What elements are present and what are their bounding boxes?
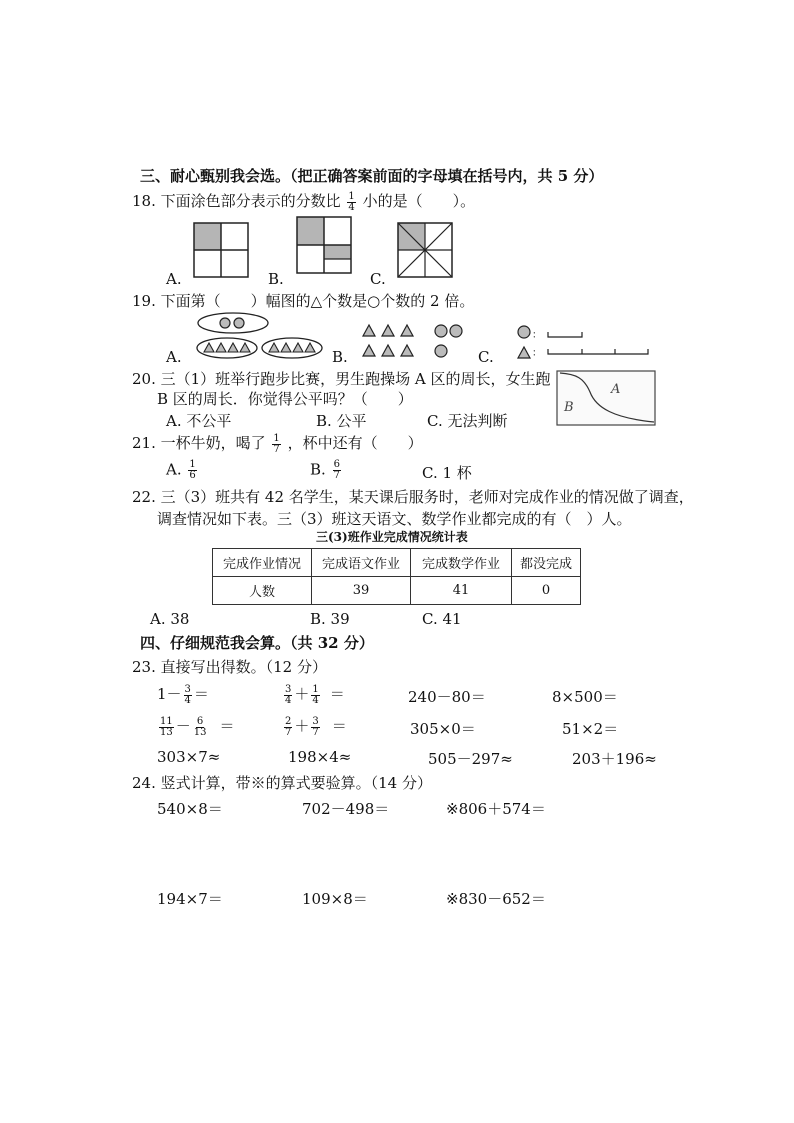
q21-text-post: ，杯中还有（ ） xyxy=(287,434,423,452)
frac-num: 3 xyxy=(312,715,319,727)
q23-r3-c: 505－297≈ xyxy=(428,750,513,768)
q22-line-2: 调查情况如下表。三（3）班这天语文、数学作业都完成的有（ ）人。 xyxy=(157,510,632,528)
frac-num: 3 xyxy=(184,683,191,695)
table-header-row xyxy=(213,549,581,577)
q19-c-colon-1: ： xyxy=(532,330,542,341)
q20-line-1: 20. 三（1）班举行跑步比赛，男生跑操场 A 区的周长，女生跑 xyxy=(132,370,551,388)
table-row xyxy=(213,577,581,605)
frac-num: 3 xyxy=(285,683,292,695)
q21-option-b-label: B. xyxy=(310,460,326,479)
circle-icon xyxy=(234,318,244,328)
section-4-heading: 四、仔细规范我会算。（共 32 分） xyxy=(140,634,374,652)
q21-option-a-fraction xyxy=(188,460,196,481)
table-cell: 人数 xyxy=(213,577,312,605)
table-header-cell: 完成数学作业 xyxy=(411,549,512,577)
table-cell: 0 xyxy=(512,577,581,605)
frac-num: 11 xyxy=(160,715,173,727)
table-header-cell: 都没完成 xyxy=(512,549,581,577)
circle-icon xyxy=(220,318,230,328)
q22-option-a: A. 38 xyxy=(150,610,190,628)
q21-fraction xyxy=(272,434,280,455)
q21-b-num: 6 xyxy=(333,459,340,470)
fraction xyxy=(159,717,174,738)
fraction xyxy=(311,685,319,706)
q19-figure-b xyxy=(360,320,470,360)
frac-den: 4 xyxy=(285,694,292,706)
q22-option-b: B. 39 xyxy=(310,610,350,628)
frac-den: 7 xyxy=(312,726,319,738)
table-cell: 39 xyxy=(312,577,411,605)
operator: ＋ xyxy=(294,717,310,735)
q18-figure-c xyxy=(397,222,453,278)
table-header-cell: 完成语文作业 xyxy=(312,549,411,577)
q21-option-b-fraction xyxy=(333,460,341,481)
q18-frac-den: 4 xyxy=(348,201,355,213)
q22-stat-table xyxy=(212,548,581,605)
q18-option-c-label: C. xyxy=(370,270,386,288)
frac-den: 4 xyxy=(184,694,191,706)
q23-r1-d: 8×500＝ xyxy=(552,688,618,706)
q20-label-a: A xyxy=(611,382,621,397)
q22-option-c: C. 41 xyxy=(422,610,462,628)
expr-text: ＝ xyxy=(193,685,209,703)
q19-option-b-label: B. xyxy=(332,348,348,366)
frac-den: 13 xyxy=(193,726,207,738)
q24-r2-c: ※830－652＝ xyxy=(446,890,546,908)
frac-num: 2 xyxy=(285,715,292,727)
frac-num: 1 xyxy=(312,683,319,695)
expr-text: ＝ xyxy=(219,717,235,735)
q21-option-a xyxy=(166,460,199,481)
table-header-cell: 完成作业情况 xyxy=(213,549,312,577)
frac-num: 6 xyxy=(196,715,204,727)
q19-figure-a xyxy=(196,312,326,360)
expr-text: ＝ xyxy=(331,717,347,735)
q21-b-den: 7 xyxy=(333,470,340,481)
q21-a-den: 6 xyxy=(189,470,196,481)
q20-label-b: B xyxy=(564,400,574,415)
q24-r2-b: 109×8＝ xyxy=(302,890,368,908)
q21-option-a-label: A. xyxy=(166,460,182,479)
q24-r1-b: 702－498＝ xyxy=(302,800,390,818)
q18-figure-a xyxy=(193,222,249,278)
q21-frac-den: 7 xyxy=(273,443,280,455)
q24-r1-a: 540×8＝ xyxy=(157,800,223,818)
q23-r3-d: 203＋196≈ xyxy=(572,750,657,768)
q21-option-c: C. 1 杯 xyxy=(422,464,472,482)
q23-r2-c: 305×0＝ xyxy=(410,720,476,738)
q23-r1-b xyxy=(282,683,345,706)
operator: ＋ xyxy=(294,685,310,703)
q22-table-title: 三(3)班作业完成情况统计表 xyxy=(316,530,468,544)
q18-option-a-label: A. xyxy=(166,270,182,288)
q24-r1-c: ※806＋574＝ xyxy=(446,800,546,818)
q23-r1-a xyxy=(157,683,209,706)
expr-text: 1－ xyxy=(157,685,182,703)
q20-line-2: B 区的周长．你觉得公平吗？（ ） xyxy=(157,390,413,408)
question-19: 19. 下面第（ ）幅图的△个数是○个数的 2 倍。 xyxy=(132,292,475,310)
q19-c-colon-2: ： xyxy=(532,348,542,359)
q18-figure-b xyxy=(296,216,352,274)
q18-fraction xyxy=(347,192,355,213)
q20-option-c: C. 无法判断 xyxy=(427,412,508,430)
frac-den: 7 xyxy=(285,726,292,738)
q18-text-post: 小的是（ ）。 xyxy=(362,192,476,210)
q20-option-a: A. 不公平 xyxy=(166,412,232,430)
table-cell: 41 xyxy=(411,577,512,605)
q20-playground-figure xyxy=(556,370,656,426)
q23-r2-a xyxy=(157,715,235,738)
operator: － xyxy=(175,717,191,735)
q18-frac-num: 1 xyxy=(348,190,355,202)
q24-title: 24. 竖式计算，带※的算式要验算。（14 分） xyxy=(132,774,432,792)
frac-den: 4 xyxy=(312,694,319,706)
q23-r2-d: 51×2＝ xyxy=(562,720,619,738)
q19-option-c-label: C. xyxy=(478,348,494,366)
q18-option-b-label: B. xyxy=(268,270,284,288)
q19-option-a-label: A. xyxy=(166,348,182,366)
q22-line-1: 22. 三（3）班共有 42 名学生，某天课后服务时，老师对完成作业的情况做了调查， xyxy=(132,488,694,506)
q23-r2-b xyxy=(282,715,347,738)
question-21 xyxy=(132,432,423,455)
q18-a-shaded-cell xyxy=(194,223,221,250)
fraction xyxy=(284,685,292,706)
q18-text-pre: 18. 下面涂色部分表示的分数比 xyxy=(132,192,341,210)
fraction xyxy=(311,717,319,738)
question-18 xyxy=(132,190,475,213)
frac-den: 13 xyxy=(160,726,173,738)
q21-a-num: 1 xyxy=(189,459,196,470)
q20-option-b: B. 公平 xyxy=(316,412,367,430)
fraction xyxy=(184,685,192,706)
q21-text-pre: 21. 一杯牛奶，喝了 xyxy=(132,434,266,452)
q24-r2-a: 194×7＝ xyxy=(157,890,223,908)
q21-frac-num: 1 xyxy=(273,432,280,444)
fraction xyxy=(284,717,292,738)
q21-option-b xyxy=(310,460,343,481)
q23-r3-b: 198×4≈ xyxy=(288,748,352,766)
q23-title: 23. 直接写出得数。（12 分） xyxy=(132,658,327,676)
section-3-heading: 三、耐心甄别我会选。（把正确答案前面的字母填在括号内，共 5 分） xyxy=(140,167,604,185)
q23-r3-a: 303×7≈ xyxy=(157,748,221,766)
fraction xyxy=(193,717,208,738)
q23-r1-c: 240－80＝ xyxy=(408,688,486,706)
expr-text: ＝ xyxy=(329,685,345,703)
